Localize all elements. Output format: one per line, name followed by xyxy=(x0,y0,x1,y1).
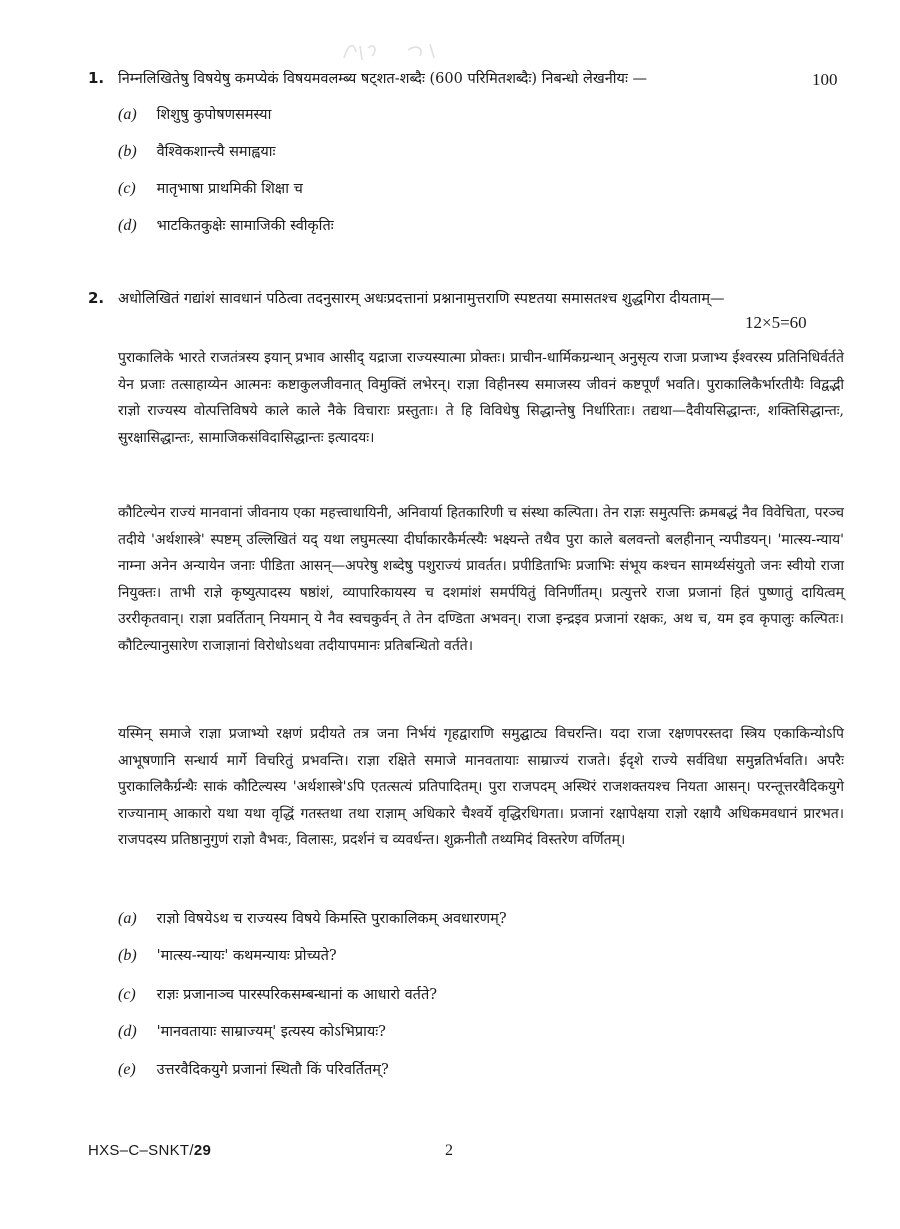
paper-code xyxy=(88,1142,211,1159)
question-1-option-d xyxy=(118,215,334,237)
option-label: (c) xyxy=(118,986,136,1003)
question-2-sub-d xyxy=(118,1021,386,1043)
paper-code-prefix: HXS–C–SNKT/ xyxy=(88,1142,194,1159)
question-1-marks: 100 xyxy=(812,70,838,89)
option-text: 'मानवतायाः साम्राज्यम्' इत्यस्य कोऽभिप्रायः? xyxy=(156,1024,386,1040)
question-2-sub-a xyxy=(118,908,507,930)
option-label: (a) xyxy=(118,910,137,927)
question-2-sub-e xyxy=(118,1059,389,1081)
option-label: (b) xyxy=(118,947,137,964)
option-label: (a) xyxy=(118,106,137,123)
option-text: 'मात्स्य-न्यायः' कथमन्यायः प्रोच्यते? xyxy=(156,948,337,964)
option-label: (c) xyxy=(118,180,136,197)
passage-paragraph-2: कौटिल्येन राज्यं मानवानां जीवनाय एका महत्त्वाधायिनी, अनिवार्या हितकारिणी च संस्था कल्पिता। तेन राज्ञः समुत्पत्तिः क्रमबद्धं नैव विवेचिता, परञ्च तदीये 'अर्थशास्त्रे' स्पष्टम् उल्लिखितं यद् यथा लघुमत्स्या दीर्घाकारकैर्मत्स्यैः भक्ष्यन्ते तथैव पुरा काले बलवन्तो बलहीनान् न्यपीडयन्। 'मात्स्य-न्याय' नाम्ना अनेन अन्यायेन जनाः पीडिता आसन्—अपरेषु शब्देषु पशुराज्यं प्रावर्तत। प्रपीडिताभिः प्रजाभिः संभूय कश्चन सामर्थ्यसंयुतो जनः स्वीयो राजा नियुक्तः। ताभी राज्ञे कृष्युत्पादस्य षष्ठांशं, व्यापारिकायस्य च दशमांशं समर्पयितुं विनिर्णीतम्। प्रत्युत्तरे राजा प्रजानां हितं पुष्णातुं दायित्वम् उररीकृतवान्। राज्ञा प्रवर्तितान् नियमान् ये नैव स्वचकुर्वन् ते तेन दण्डिता अभवन्। राजा इन्द्रइव प्रजानां रक्षकः, अथ च, यम इव कृपालुः कल्पितः। कौटिल्यानुसारेण राजाज्ञानां विरोधोऽथवा तदीयापमानः प्रतिबन्धितो वर्तते। xyxy=(118,505,844,654)
question-2-number: 2. xyxy=(88,289,105,307)
option-text: मातृभाषा प्राथमिकी शिक्षा च xyxy=(156,181,303,197)
option-label: (d) xyxy=(118,217,137,234)
question-2-marks: 12×5=60 xyxy=(745,313,807,332)
option-text: वैश्विकशान्त्यै समाह्वयाः xyxy=(156,144,276,160)
paper-code-number: 29 xyxy=(193,1142,212,1159)
page-number: 2 xyxy=(445,1142,453,1159)
option-text: उत्तरवैदिकयुगे प्रजानां स्थितौ किं परिवर्तितम्? xyxy=(156,1062,389,1078)
question-1-number: 1. xyxy=(88,69,105,87)
option-text: राज्ञः प्रजानाञ्च पारस्परिकसम्बन्धानां क आधारो वर्तते? xyxy=(156,987,437,1003)
faint-stamp-mark xyxy=(338,38,448,64)
question-2-sub-c xyxy=(118,984,437,1006)
option-text: भाटकितकुक्षेः सामाजिकी स्वीकृतिः xyxy=(156,218,334,234)
question-1-option-b xyxy=(118,141,275,163)
option-text: राज्ञो विषयेऽथ च राज्यस्य विषये किमस्ति पुराकालिकम् अवधारणम्? xyxy=(156,911,507,927)
question-2-text: अधोलिखितं गद्यांशं सावधानं पठित्वा तदनुसारम् अधःप्रदत्तानां प्रश्नानामुत्तराणि स्पष्टतया समासतश्च शुद्धगिरा दीयताम्— xyxy=(118,291,725,307)
option-label: (e) xyxy=(118,1061,136,1078)
question-1-option-c xyxy=(118,178,303,200)
option-text: शिशुषु कुपोषणसमस्या xyxy=(156,107,272,123)
option-label: (b) xyxy=(118,143,137,160)
passage-paragraph-1: पुराकालिके भारते राजतंत्रस्य इयान् प्रभाव आसीद् यद्राजा राज्यस्यात्मा प्रोक्तः। प्राचीन-धार्मिकग्रन्थान् अनुसृत्य राजा प्रजाभ्य ईश्वरस्य प्रतिनिधिर्वर्तते येन प्रजाः तत्साहाय्येन आत्मनः कष्टाकुलजीवनात् विमुक्तिं लभेरन्। राज्ञा विहीनस्य समाजस्य जीवनं कष्टपूर्णं भवति। पुराकालिकैर्भारतीयैः विद्वद्भी राज्ञो राज्यस्य वोत्पत्तिविषये काले काले नैके विचाराः प्रस्तुताः। ते हि विविधेषु सिद्धान्तेषु निर्धारिताः। तद्यथा—दैवीयसिद्धान्तः, शक्तिसिद्धान्तः, सुरक्षासिद्धान्तः, सामाजिकसंविदासिद्धान्तः इत्यादयः। xyxy=(118,350,844,446)
passage-paragraph-3: यस्मिन् समाजे राज्ञा प्रजाभ्यो रक्षणं प्रदीयते तत्र जना निर्भयं गृहद्वाराणि समुद्घाट्य विचरन्ति। यदा राजा रक्षणपरस्तदा स्त्रिय एकाकिन्योऽपि आभूषणानि सन्धार्य मार्गे विचरितुं प्रभवन्ति। राज्ञा रक्षिते समाजे मानवतायाः साम्राज्यं राजते। ईदृशे राज्ये सर्वविधा समुन्नतिर्भवति। अपरैः पुराकालिकैर्ग्रन्थैः साकं कौटिल्यस्य 'अर्थशास्त्रे'ऽपि एतत्सत्यं प्रतिपादितम्। पुरा राजपदम् अस्थिरं राजशक्तयश्च नियता आसन्। परन्तूत्तरवैदिकयुगे राज्यानाम् आकारो यथा यथा वृद्धिं गतस्तथा तथा राज्ञाम् अधिकारे चैश्वर्ये वृद्धिरधिगता। प्रजानां रक्षापेक्षया राज्ञो रक्षायै अधिकमवधानं प्रारभत। राजपदस्य प्रतिष्ठानुगुणं राज्ञो वैभवः, विलासः, प्रदर्शनं च व्यवर्धन्त। शुक्रनीतौ तथ्यमिदं विस्तरेण वर्णितम्। xyxy=(118,726,844,848)
question-2-sub-b xyxy=(118,945,337,967)
question-1-option-a xyxy=(118,104,271,126)
question-1-text: निम्नलिखितेषु विषयेषु कमप्येकं विषयमवलम्ब्य षट्शत-शब्दैः (600 परिमितशब्दैः) निबन्धो लेखनीयः — xyxy=(118,71,647,87)
option-label: (d) xyxy=(118,1023,137,1040)
